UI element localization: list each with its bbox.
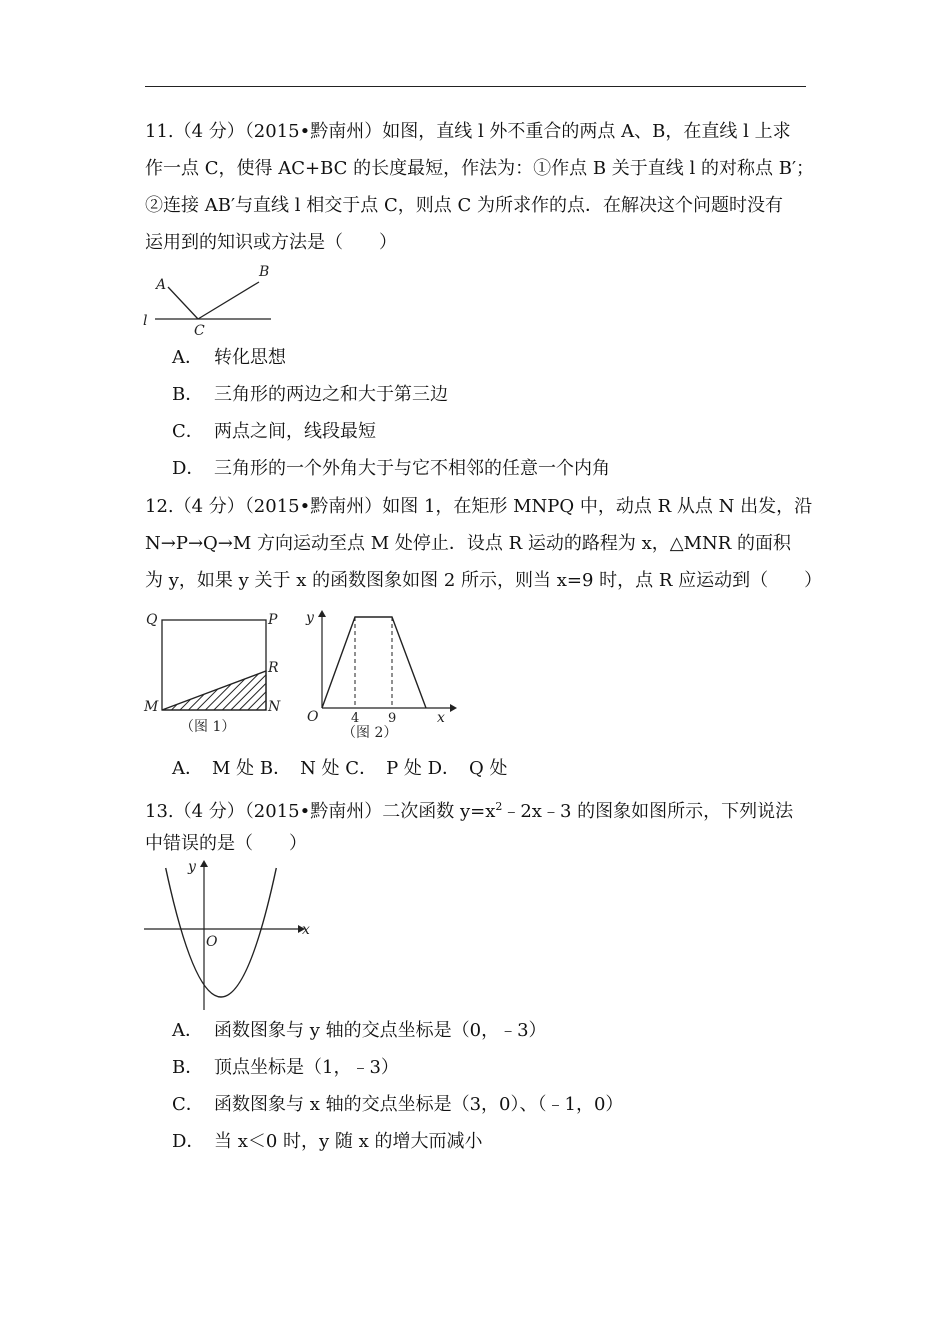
label-M: M [144,699,159,715]
label-P: P [268,612,278,628]
label-y: y [188,859,196,875]
q11-stem-line-4: 运用到的知识或方法是（ ） [145,232,397,253]
q13-option-c [172,1094,623,1116]
q11-option-b [172,384,448,406]
q13-option-d [172,1131,483,1153]
q13-exponent: 2 [495,800,503,813]
label-Q: Q [146,612,158,628]
y-axis-arrow [200,860,208,867]
option-text: 函数图象与 y 轴的交点坐标是（0，﹣3） [214,1020,547,1041]
option-text: 当 x＜0 时，y 随 x 的增大而减小 [214,1131,483,1152]
q11-option-d [172,458,610,480]
label-R: R [268,660,279,676]
option-key: D． [172,458,205,479]
label-x: x [437,710,445,726]
figure-2-caption: （图 2） [342,725,398,741]
q12-options: A． M 处 B． N 处 C． P 处 D． Q 处 [172,758,508,779]
segment-AC [168,287,198,319]
label-y: y [306,610,314,626]
label-A: A [156,277,167,293]
q12-stem-line-2: N→P→Q→M 方向运动至点 M 处停止．设点 R 运动的路程为 x，△MNR 的面积 [145,533,792,554]
q13-option-b [172,1057,399,1079]
label-x: x [302,922,310,938]
q12-stem-line-3: 为 y，如果 y 关于 x 的函数图象如图 2 所示，则当 x=9 时，点 R 应运动到（ ） [145,570,823,591]
option-text: 函数图象与 x 轴的交点坐标是（3，0）、（﹣1，0） [214,1094,624,1115]
q13-figure [138,855,328,1015]
option-text: 转化思想 [214,347,286,368]
q13-option-a [172,1020,547,1042]
q12-figure-2 [300,605,460,745]
area-function-graph [322,617,426,708]
label-C: C [194,323,205,339]
q11-figure [135,262,285,342]
label-l: l [143,313,148,329]
parabola-curve [166,868,277,997]
label-B: B [259,264,270,280]
q13-stem-line-2: 中错误的是（ ） [145,833,307,854]
option-key: A． [172,1020,203,1041]
figure-1-caption: （图 1） [180,719,236,735]
option-key: B． [172,384,204,405]
q11-stem-line-1: 11.（4 分）（2015•黔南州）如图，直线 l 外不重合的两点 A、B，在直线 l 上求 [145,121,791,142]
option-key: A． [172,347,203,368]
q12-figure-1 [140,605,290,740]
segment-CB [198,282,259,319]
x-axis-arrow [450,704,457,712]
y-axis-arrow [318,610,326,617]
q12-stem-line-1: 12.（4 分）（2015•黔南州）如图 1，在矩形 MNPQ 中，动点 R 从点 N 出发，沿 [145,496,813,517]
tick-9: 9 [388,711,397,726]
q11-option-c [172,421,376,443]
q13-stem-part-2: ﹣2x﹣3 的图象如图所示，下列说法 [502,801,794,822]
option-key: B． [172,1057,204,1078]
label-O: O [206,934,218,950]
q11-stem-line-3: ②连接 AB′与直线 l 相交于点 C，则点 C 为所求作的点．在解决这个问题时没有 [145,195,783,216]
option-text: 两点之间，线段最短 [214,421,376,442]
option-key: C． [172,421,204,442]
q13-stem-line-1 [145,796,794,822]
q11-stem-line-2: 作一点 C，使得 AC+BC 的长度最短，作法为：①作点 B 关于直线 l 的对称点 B′； [145,158,815,179]
header-rule [145,86,806,87]
option-text: 三角形的两边之和大于第三边 [214,384,448,405]
q11-option-a [172,347,286,369]
q13-stem-part-1: 13.（4 分）（2015•黔南州）二次函数 y=x [145,801,496,822]
label-O: O [307,709,319,725]
tick-4: 4 [351,711,360,726]
option-text: 三角形的一个外角大于与它不相邻的任意一个内角 [214,458,610,479]
option-key: C． [172,1094,204,1115]
triangle-MNR-shaded [162,671,266,710]
label-N: N [268,699,281,715]
option-text: 顶点坐标是（1，﹣3） [214,1057,399,1078]
option-key: D． [172,1131,205,1152]
